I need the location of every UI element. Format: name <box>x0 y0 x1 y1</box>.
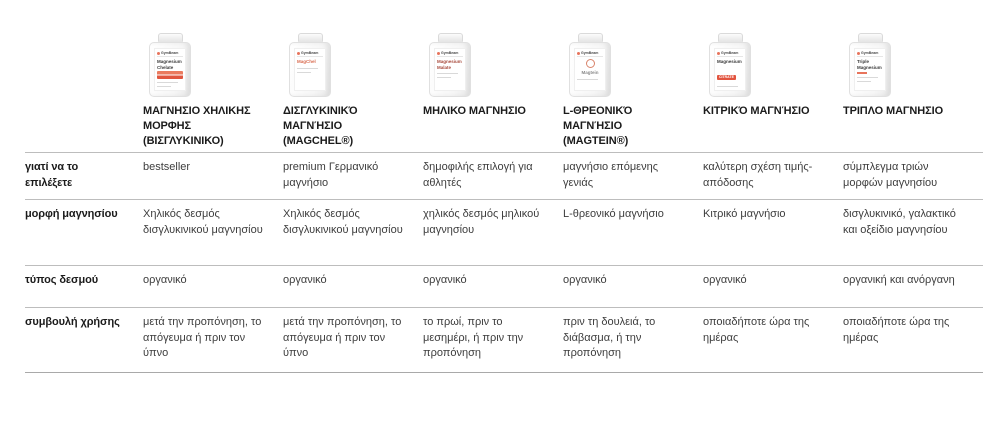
label-fineprint-line <box>437 73 458 74</box>
brand-logo-icon <box>577 52 580 55</box>
label-banner: CITRATE <box>719 74 734 79</box>
brand-logo-icon <box>717 52 720 55</box>
brand-logo-icon <box>437 52 440 55</box>
label-fineprint-line <box>857 81 871 82</box>
bottle-body <box>569 42 611 97</box>
label-divider <box>577 56 603 57</box>
cell-form-triple: δισγλυκινικό, γαλακτικό και οξείδιο μαγνησίου <box>843 208 956 236</box>
brand-logo <box>717 51 743 55</box>
bottle-label <box>574 48 606 91</box>
product-name: ΜΑΓΝΗΣΙΟ ΧΗΛΙΚΗΣ ΜΟΡΦΗΣ (ΒΙΣΓΛΥΚΙΝΙΚΟ) <box>143 105 251 147</box>
product-column-chelate <box>143 0 283 152</box>
brand-name: GymBeam <box>301 51 319 55</box>
product-column-magchel <box>283 0 423 152</box>
brand-logo <box>297 51 323 55</box>
brand-logo <box>157 51 183 55</box>
bottle-label <box>434 48 466 91</box>
label-divider <box>157 56 183 57</box>
label-fineprint-line <box>437 77 451 78</box>
cell-usage-magchel: μετά την προπόνηση, το απόγευμα ή πριν τον ύπνο <box>283 316 402 359</box>
product-bottle-image <box>709 33 751 97</box>
label-divider <box>297 56 323 57</box>
brand-logo <box>857 51 883 55</box>
bottle-body <box>429 42 471 97</box>
cell-usage-chelate: μετά την προπόνηση, το απόγευμα ή πριν τον ύπνο <box>143 316 262 359</box>
bottle-cap <box>578 33 603 42</box>
bottle-title: Magnesium <box>717 59 742 64</box>
cell-why-magtein: μαγνήσιο επόμενης γενιάς <box>563 161 658 189</box>
bottle-cap <box>298 33 323 42</box>
label-fineprint-line <box>717 90 731 91</box>
bottle-title: Magnesium Chelate <box>157 59 182 70</box>
bottle-cap <box>158 33 183 42</box>
cell-usage-malate: το πρωί, πριν το μεσημέρι, ή πριν την προπόνηση <box>423 316 524 359</box>
bottle-body <box>849 42 891 97</box>
bottle-title: Magnesium Malate <box>437 59 462 70</box>
cell-usage-triple: οποιαδήποτε ώρα της ημέρας <box>843 316 950 344</box>
bottle-cap <box>718 33 743 42</box>
brand-name: GymBeam <box>581 51 599 55</box>
bottle-cap <box>858 33 883 42</box>
cell-why-citrate: καλύτερη σχέση τιμής-απόδοσης <box>703 161 813 189</box>
product-bottle-image <box>849 33 891 97</box>
label-divider <box>437 56 463 57</box>
header-spacer <box>25 0 143 152</box>
label-fineprint-line <box>297 72 311 73</box>
label-fineprint-line <box>717 86 738 87</box>
bottle-body <box>289 42 331 97</box>
bottle-title: Magtein <box>581 70 599 75</box>
table-row-bond <box>25 265 983 307</box>
product-name: ΜΗΛΙΚΟ ΜΑΓΝΗΣΙΟ <box>423 105 526 117</box>
label-fineprint-line <box>577 79 598 80</box>
label-fineprint-line <box>857 77 878 78</box>
row-label-why: γιατί να το επιλέξετε <box>25 161 79 189</box>
bottle-body <box>149 42 191 97</box>
cell-form-magchel: Χηλικός δεσμός δισγλυκινικού μαγνησίου <box>283 208 403 236</box>
product-bottle-image <box>569 33 611 97</box>
cell-form-magtein: L-θρεονικό μαγνήσιο <box>563 208 664 220</box>
label-fineprint-line <box>157 82 178 83</box>
cell-form-malate: χηλικός δεσμός μηλικού μαγνησίου <box>423 208 540 236</box>
bottle-label <box>294 48 326 91</box>
brand-name: GymBeam <box>861 51 879 55</box>
cell-why-chelate: bestseller <box>143 161 191 173</box>
label-banner <box>157 71 183 79</box>
magtein-ring-icon <box>586 59 595 68</box>
brand-name: GymBeam <box>721 51 739 55</box>
brand-logo <box>577 51 603 55</box>
bottle-label <box>154 48 186 91</box>
cell-usage-magtein: πριν τη δουλειά, το διάβασμα, ή την προπόνηση <box>563 316 656 359</box>
brand-name: GymBeam <box>161 51 179 55</box>
cell-bond-citrate: οργανικό <box>703 274 747 286</box>
cell-bond-malate: οργανικό <box>423 274 467 286</box>
product-bottle-image <box>149 33 191 97</box>
product-column-magtein <box>563 0 703 152</box>
cell-why-magchel: premium Γερμανικό μαγνήσιο <box>283 161 379 189</box>
cell-why-triple: σύμπλεγμα τριών μορφών μαγνησίου <box>843 161 938 189</box>
cell-bond-magchel: οργανικό <box>283 274 327 286</box>
cell-bond-magtein: οργανικό <box>563 274 607 286</box>
row-label-form: μορφή μαγνησίου <box>25 208 118 220</box>
brand-logo-icon <box>157 52 160 55</box>
row-label-usage: συμβουλή χρήσης <box>25 316 120 328</box>
cell-bond-triple: οργανική και ανόργανη <box>843 274 955 286</box>
table-row-usage <box>25 307 983 373</box>
cell-bond-chelate: οργανικό <box>143 274 187 286</box>
cell-why-malate: δημοφιλής επιλογή για αθλητές <box>423 161 533 189</box>
product-bottle-image <box>429 33 471 97</box>
product-name: ΤΡΙΠΛΟ ΜΑΓΝΗΣΙΟ <box>843 105 944 117</box>
label-divider <box>717 56 743 57</box>
label-accent-line <box>857 72 867 74</box>
magnesium-comparison-table <box>25 0 983 373</box>
row-label-bond: τύπος δεσμού <box>25 274 98 286</box>
brand-logo-icon <box>857 52 860 55</box>
product-column-citrate <box>703 0 843 152</box>
product-name: ΔΙΣΓΛΥΚΙΝΙΚΌ ΜΑΓΝΉΣΙΟ (MAGCHEL®) <box>283 105 358 147</box>
table-header-row <box>25 0 983 152</box>
product-bottle-image <box>289 33 331 97</box>
bottle-title: MagChel <box>297 59 316 64</box>
cell-form-citrate: Κιτρικό μαγνήσιο <box>703 208 786 220</box>
product-column-triple <box>843 0 983 152</box>
label-fineprint-line <box>297 68 318 69</box>
bottle-cap <box>438 33 463 42</box>
table-row-why <box>25 152 983 199</box>
product-column-malate <box>423 0 563 152</box>
brand-name: GymBeam <box>441 51 459 55</box>
bottle-title: Triple Magnesium <box>857 59 882 70</box>
cell-form-chelate: Χηλικός δεσμός δισγλυκινικού μαγνησίου <box>143 208 263 236</box>
table-row-form <box>25 199 983 265</box>
bottle-label <box>714 48 746 91</box>
label-divider <box>857 56 883 57</box>
label-fineprint-line <box>157 86 171 87</box>
bottle-body <box>709 42 751 97</box>
brand-logo <box>437 51 463 55</box>
cell-usage-citrate: οποιαδήποτε ώρα της ημέρας <box>703 316 810 344</box>
product-name: L-ΘΡΕΟΝΙΚΌ ΜΑΓΝΉΣΙΟ (MAGTEIN®) <box>563 105 633 147</box>
bottle-label <box>854 48 886 91</box>
product-name: ΚΙΤΡΙΚΌ ΜΑΓΝΉΣΙΟ <box>703 105 810 117</box>
brand-logo-icon <box>297 52 300 55</box>
